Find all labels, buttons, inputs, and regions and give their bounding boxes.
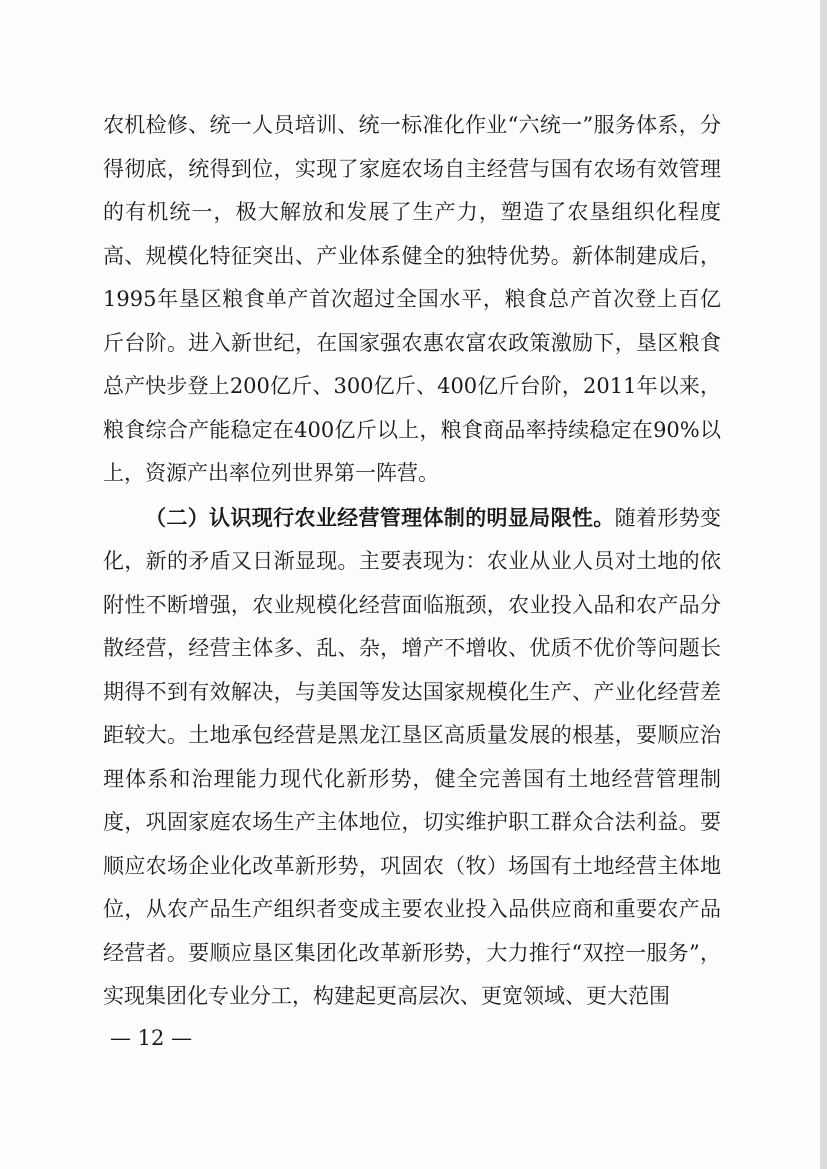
body-text	[103, 104, 721, 1019]
page-number: — 12 —	[110, 1026, 193, 1050]
paragraph-2-body: 随着形势变化，新的矛盾又日渐显现。主要表现为：农业从业人员对土地的依附性不断增强，农业规模化经营面临瓶颈，农业投入品和农产品分散经营，经营主体多、乱、杂，增产不增收、优质不优价等问题长期得不到有效解决，与美国等发达国家规模化生产、产业化经营差距较大。土地承包经营是黑龙江垦区高质量发展的根基，要顺应治理体系和治理能力现代化新形势，健全完善国有土地经营管理制度，巩固家庭农场生产主体地位，切实维护职工群众合法利益。要顺应农场企业化改革新形势，巩固农（牧）场国有土地经营主体地位，从农产品生产组织者变成主要农业投入品供应商和重要农产品经营者。要顺应垦区集团化改革新形势，大力推行“双控一服务”，实现集团化专业分工，构建起更高层次、更宽领域、更大范围	[103, 505, 722, 1008]
paragraph-1: 农机检修、统一人员培训、统一标准化作业“六统一”服务体系，分得彻底，统得到位，实现了家庭农场自主经营与国有农场有效管理的有机统一，极大解放和发展了生产力，塑造了农垦组织化程度高、规模化特征突出、产业体系健全的独特优势。新体制建成后，1995年垦区粮食单产首次超过全国水平，粮食总产首次登上百亿斤台阶。进入新世纪，在国家强农惠农富农政策激励下，垦区粮食总产快步登上200亿斤、300亿斤、400亿斤台阶，2011年以来，粮食综合产能稳定在400亿斤以上，粮食商品率持续稳定在90%以上，资源产出率位列世界第一阵营。	[103, 113, 721, 485]
scan-edge	[820, 0, 827, 1169]
section-heading: （二）认识现行农业经营管理体制的明显局限性。	[145, 504, 615, 530]
paragraph-2	[103, 496, 721, 1019]
